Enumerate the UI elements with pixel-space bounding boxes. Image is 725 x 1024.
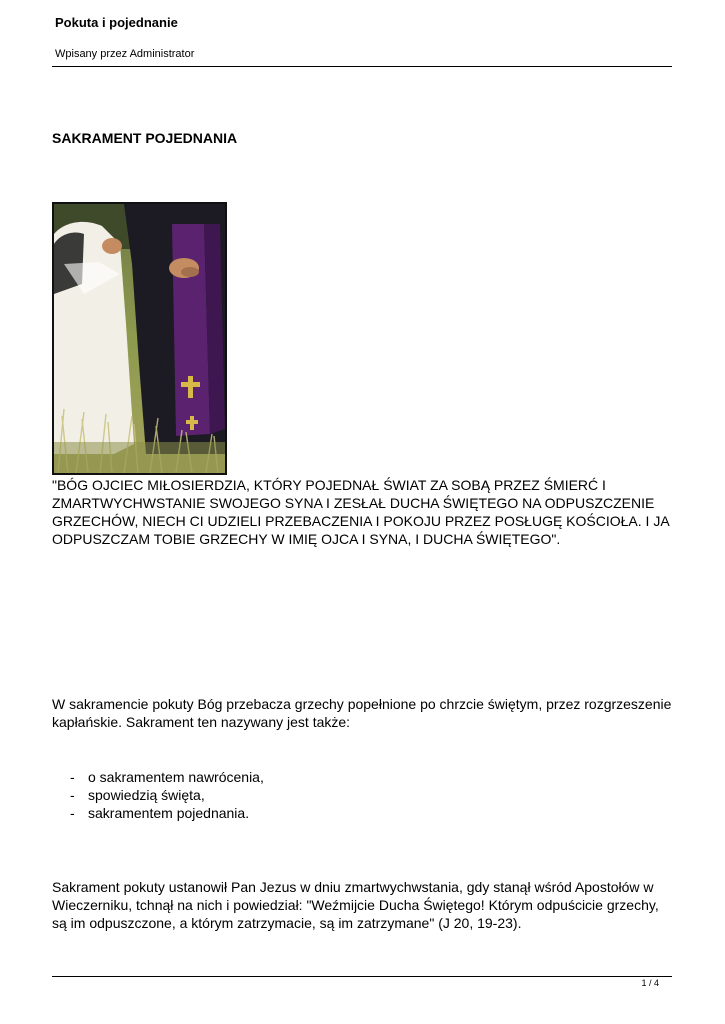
photo-confession-icon — [54, 204, 225, 473]
institution-paragraph: Sakrament pokuty ustanowił Pan Jezus w dniu zmartwychwstania, gdy stanął wśród Apostołów w Wieczerniku, tchnął na nich i powiedział: "Weźmijcie Ducha Świętego! Którym odpuścicie grzechy, są im odpuszczone, a którym zatrzymacie, są im zatrzymane" (J 20, 19-23). — [52, 879, 659, 931]
list-dash: - — [70, 787, 75, 803]
list-item — [70, 768, 264, 786]
header-title: Pokuta i pojednanie — [55, 15, 178, 30]
list-item-text: spowiedzią święta, — [88, 787, 205, 803]
absolution-paragraph: "BÓG OJCIEC MIŁOSIERDZIA, KTÓRY POJEDNAŁ ŚWIAT ZA SOBĄ PRZEZ ŚMIERĆ I ZMARTWYCHWSTANIE SWOJEGO SYNA I ZESŁAŁ DUCHA ŚWIĘTEGO NA ODPUSZCZENIE GRZECHÓW, NIECH CI UDZIELI PRZEBACZENIA I POKOJU PRZEZ POSŁUGĘ KOŚCIOŁA. I JA ODPUSZCZAM TOBIE GRZECHY W IMIĘ OJCA I SYNA, I DUCHA ŚWIĘTEGO". — [52, 477, 669, 547]
list-dash: - — [70, 769, 75, 785]
list-dash: - — [70, 805, 75, 821]
header-divider — [52, 66, 672, 67]
header-author: Wpisany przez Administrator — [55, 48, 195, 60]
sacrament-names-list — [70, 768, 264, 822]
list-item — [70, 804, 264, 822]
confession-photo — [52, 202, 227, 475]
intro-paragraph: W sakramencie pokuty Bóg przebacza grzechy popełnione po chrzcie świętym, przez rozgrzeszenie kapłańskie. Sakrament ten nazywany jest także: — [52, 696, 672, 730]
document-heading: SAKRAMENT POJEDNANIA — [52, 130, 238, 146]
footer-divider — [52, 976, 672, 977]
list-item-text: sakramentem pojednania. — [88, 805, 250, 821]
list-item — [70, 786, 264, 804]
page-number: 1 / 4 — [641, 978, 659, 988]
list-item-text: o sakramentem nawrócenia, — [88, 769, 264, 785]
